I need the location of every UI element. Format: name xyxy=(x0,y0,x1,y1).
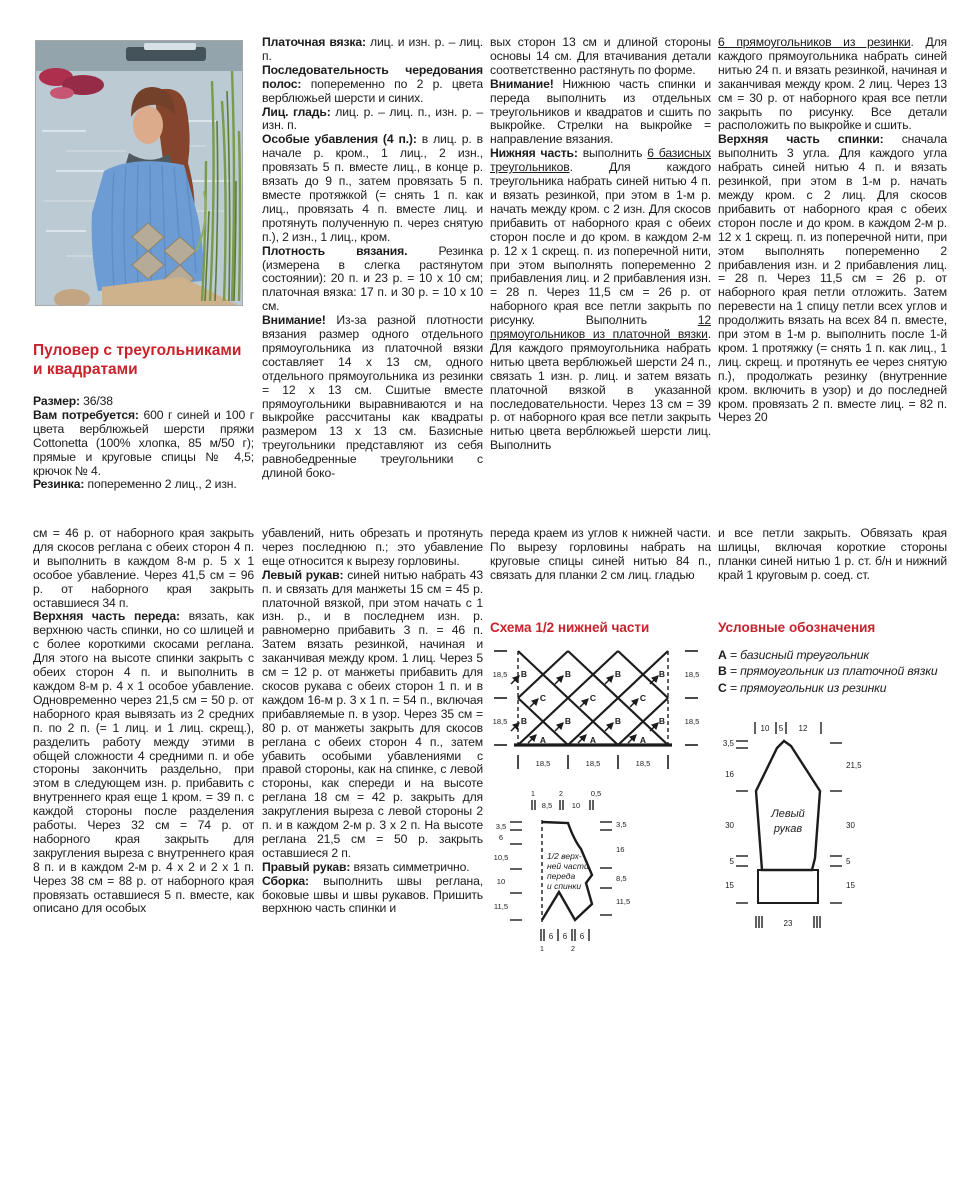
upper-piece-diagram xyxy=(490,783,695,975)
svg-text:A: A xyxy=(589,734,597,745)
paragraph: B = прямоугольник из платочной вязки xyxy=(718,664,938,679)
svg-text:2: 2 xyxy=(571,945,575,953)
svg-text:A: A xyxy=(639,734,647,745)
svg-text:3,5: 3,5 xyxy=(722,739,734,749)
materials-info xyxy=(33,395,254,492)
column-3-intro xyxy=(490,527,711,583)
svg-text:0,5: 0,5 xyxy=(590,788,602,798)
column-1-bottom xyxy=(33,527,254,916)
svg-text:C: C xyxy=(539,692,547,703)
paragraph: Внимание! Нижнюю часть спинки и переда выполнить из отдельных треугольников и квадратов и сшить по выкройке. Стрелки на выкройке = направление вязания. xyxy=(490,76,711,147)
paragraph: Правый рукав: вязать симметрично. xyxy=(262,859,470,874)
paragraph: Левый рукав: синей нитью набрать 43 п. и связать для манжеты 15 см = 45 р. платочной вязкой, при этом начать с 1 изн. р., и в последнем изн. р. равномерно прибавить 3 п. = 46 п. Затем вязать резинкой, начиная и заканчивая между кром. 1 лиц. Через 5 см = 12 р. от манжеты прибавить для скосов рукава с обеих сторон 1 п. и в каждом 16-м р. 3 х 1 п. = 54 п., включая прибавляемые п. в узор. Через 35 см = 80 р. от манжеты закрыть для скосов реглана с обеих сторон 4 п., затем убавить особыми убавлениями с правой стороны, как на спинке, с левой стороны, как спереди и на высоте реглана 18 см = 42 р. закрыть для закругления выреза с левой стороны 2 п. и в каждом 2-м р. 3 х 2 п. На высоте реглана 21,5 см = 50 р. закрыть оставшиеся 2 п. xyxy=(262,567,484,860)
lattice-scheme-diagram xyxy=(490,643,702,777)
paragraph: Вам потребуется: 600 г синей и 100 г цвета верблюжьей шерсти пряжи Cottonetta (100% хлопка, 85 м/50 г); прямые и круговые спицы № 4,5; крючок № 4. xyxy=(33,407,254,478)
paragraph: Плотность вязания. Резинка (измерена в слегка растянутом состоянии): 20 п. и 23 р. = 10 х 10 см; платочная вязка: 17 п. и 30 р. = 10 х 10 см. xyxy=(262,243,483,314)
svg-text:1: 1 xyxy=(531,790,535,798)
svg-text:B: B xyxy=(614,668,622,679)
lattice-cell-letters xyxy=(521,669,665,745)
svg-text:21,5: 21,5 xyxy=(846,761,862,771)
svg-text:23: 23 xyxy=(783,919,793,929)
svg-text:18,5: 18,5 xyxy=(535,758,551,768)
paragraph: и все петли закрыть. Обвязать края шлицы, включая короткие стороны планки синей нитью 1 р. ст. б/н и нижний край 1 круговым р. соед. ст. xyxy=(718,526,947,582)
svg-text:2: 2 xyxy=(559,790,563,798)
column-4-bottom xyxy=(718,527,947,942)
paragraph: Верхняя часть спинки: сначала выполнить 3 угла. Для каждого угла набрать синей нитью 4 п. и вязать резинкой, при этом в 1-м р. начать между кром. с 2 лиц. Для скосов прибавить от наборного края с обеих сторон после и до кром. в каждом 2-м р. 12 х 1 скрещ. п. из поперечной нити, при этом выполнять попеременно 2 прибавления изн. и 2 прибавления лиц. = 28 п. Через 11,5 см = 26 р. от наборного края петли отложить. Затем перевести на 1 спицу петли всех углов и продолжить вязать на всех 84 п. вместе, при этом в 1-м р. выполнить после 1-й кром. 1 протяжку (= снять 1 п. как лиц., 1 лиц. скрещ. и протянуть ее через снятую п.), продолжать резинку (внутренние кром. включить в узор) и до последней кром. провязать 2 п. вместе лиц. = 82 п. Через 20 xyxy=(718,132,947,425)
svg-text:5: 5 xyxy=(778,724,784,734)
paragraph: Особые убавления (4 п.): в лиц. р. в начале р. кром., 1 лиц., 2 изн., провязать 5 п. вместе лиц., в конце р. вязать до 9 п., затем провязать 5 п. вместе протяжкой (= снять 1 п. как лиц., провязать 4 п. вместе лиц. и протянуть полученную п. через снятую п.), 2 изн., 1 лиц., кром. xyxy=(262,132,483,244)
column-2-top xyxy=(262,36,483,481)
column-3-bottom xyxy=(490,527,711,975)
legend-list xyxy=(718,647,947,697)
svg-text:3,5: 3,5 xyxy=(495,821,507,831)
svg-text:12: 12 xyxy=(798,724,808,734)
paragraph: вых сторон 13 см и длиной стороны основы 14 см. Для втачивания детали соответственно растянуть по форме. xyxy=(490,35,711,77)
svg-text:B: B xyxy=(520,715,528,726)
svg-text:5: 5 xyxy=(729,857,734,867)
svg-text:30: 30 xyxy=(725,821,734,831)
paragraph: 6 прямоугольников из резинки. Для каждого прямоугольника набрать синей нитью 24 п. и вязать резинкой, начиная и заканчивая между кром. 2 лиц. Через 13 см = 30 р. от наборного края все петли закрыть по рисунку. Все детали расположить по выкройке и сшить. xyxy=(718,35,947,133)
svg-text:15: 15 xyxy=(846,881,855,891)
svg-text:18,5: 18,5 xyxy=(492,716,508,726)
svg-text:11,5: 11,5 xyxy=(493,901,509,911)
svg-text:Левый: Левый xyxy=(771,808,805,821)
svg-text:15: 15 xyxy=(725,881,734,891)
column-4-top xyxy=(718,36,947,425)
svg-text:16: 16 xyxy=(616,844,625,854)
svg-text:A: A xyxy=(539,734,547,745)
column-2-bottom xyxy=(262,527,483,916)
svg-text:C: C xyxy=(639,692,647,703)
svg-text:8,5: 8,5 xyxy=(541,800,553,810)
scheme-title: Схема 1/2 нижней части xyxy=(490,619,650,635)
svg-text:6: 6 xyxy=(562,931,568,941)
svg-text:ней части: ней части xyxy=(547,860,589,871)
knit-direction-arrows xyxy=(511,676,658,743)
paragraph: Последовательность чередования полос: попеременно по 2 р. цвета верблюжьей шерсти и синих. xyxy=(262,62,483,105)
sleeve-diagram xyxy=(718,698,948,942)
column-3-top xyxy=(490,36,711,453)
paragraph: Резинка: попеременно 2 лиц., 2 изн. xyxy=(33,477,237,492)
svg-text:18,5: 18,5 xyxy=(684,669,700,679)
sleeve-cuff xyxy=(758,870,818,903)
sleeve-side-ticks xyxy=(736,741,842,903)
piece-inner-label xyxy=(547,851,589,891)
column-1-top xyxy=(33,40,254,492)
article-title: Пуловер с треугольниками и квадратами xyxy=(33,342,242,378)
pullover-photo xyxy=(35,40,243,306)
column-4-intro xyxy=(718,527,947,583)
svg-text:B: B xyxy=(564,668,572,679)
paragraph: Платочная вязка: лиц. и изн. р. – лиц. п. xyxy=(262,35,483,63)
paragraph: Верхняя часть переда: вязать, как верхнюю часть спинки, но со шлицей и с более короткими скосами реглана. Для этого на высоте спинки закрыть с обеих сторон 4 п. и выполнить в каждом 8-м р. 4 х 1 особое убавление. Одновременно через 21,5 см = 50 р. от наборного края вывязать из 2 средних п. по 2 п. (= 1 лиц. и 1 лиц. скрещ.), разделить работу между этими в общей сложности 4 средними п. и обе стороны закончить раздельно, при этом в следующем изн. р. прибавить с внутреннего края еще 1 кром. = 39 п. с каждой стороны после разделения работы. Через 32 см = 74 р. от наборного края закрыть для закругления выреза с внутреннего края 8 п. и в каждом 2-м р. 4 х 2 и 2 х 1 п. Через 38 см = 88 р. от наборного края провязать оставшиеся 5 п. вместе, как описано для особых xyxy=(33,609,254,916)
paragraph: C = прямоугольник из резинки xyxy=(718,680,887,695)
svg-text:5: 5 xyxy=(846,857,851,867)
paragraph: Размер: 36/38 xyxy=(33,394,113,408)
svg-text:10: 10 xyxy=(760,724,770,734)
svg-text:3,5: 3,5 xyxy=(616,819,627,829)
svg-text:B: B xyxy=(520,668,528,679)
legend-title: Условные обозначения xyxy=(718,619,876,635)
svg-text:18,5: 18,5 xyxy=(684,716,700,726)
svg-text:30: 30 xyxy=(846,821,855,831)
svg-text:6: 6 xyxy=(548,931,554,941)
svg-text:рукав: рукав xyxy=(773,823,803,836)
sleeve-body-outline xyxy=(756,741,820,870)
paragraph: A = базисный треугольник xyxy=(718,647,870,662)
svg-text:C: C xyxy=(589,692,597,703)
svg-text:10,5: 10,5 xyxy=(493,852,509,862)
svg-text:8,5: 8,5 xyxy=(616,873,627,883)
svg-text:и спинки: и спинки xyxy=(547,880,582,891)
svg-text:18,5: 18,5 xyxy=(585,758,601,768)
sleeve-inner-label xyxy=(770,808,805,835)
paragraph: Нижняя часть: выполнить 6 базисных треугольников. Для каждого треугольника набрать синей нитью 4 п. и вязать резинкой, при этом в 1-м р. начать между кром. с 2 изн. Для скосов прибавить от наборного края с обеих сторон после и до кром. в каждом 2-м р. 12 х 1 скрещ. п. из поперечной нити, при этом выполнять попеременно 2 прибавления лиц. и 2 прибавления изн. = 28 п. Через 11,5 см = 26 р. от наборного края все петли закрыть по рисунку. Выполнить 12 прямоугольников из платочной вязки. Для каждого прямоугольника набрать нитью цвета верблюжьей шерсти 24 п., связать 1 изн. р. лиц. и затем вязать платочной вязкой в указанной последовательности. Через 13 см = 39 р. от наборного края все петли закрыть нитью цвета верблюжьей шерсти лиц. Выполнить xyxy=(490,146,711,453)
svg-text:переда: переда xyxy=(547,870,576,881)
svg-text:B: B xyxy=(658,715,666,726)
paragraph: Внимание! Из-за разной плотности вязания размер одного отдельного прямоугольника из платочной вязки составляет 14 х 13 см, одного отдельного прямоугольника из резинки = 12 х 13 см. Сшитые вместе прямоугольники выравниваются и на выкройке рассчитаны как квадраты размером 13 х 13 см. Базисные треугольники представляют из себя равнобедренные треугольники с длиной боко- xyxy=(262,313,483,481)
svg-text:10: 10 xyxy=(496,876,506,886)
svg-text:1: 1 xyxy=(540,945,544,953)
svg-text:18,5: 18,5 xyxy=(635,758,651,768)
svg-text:B: B xyxy=(614,715,622,726)
svg-text:6: 6 xyxy=(579,931,585,941)
paragraph: убавлений, нить обрезать и протянуть через последнюю п.; это убавление еще относится к вырезу горловины. xyxy=(262,526,483,568)
svg-text:B: B xyxy=(564,715,572,726)
paragraph: Лиц. гладь: лиц. р. – лиц. п., изн. р. – изн. п. xyxy=(262,104,483,133)
paragraph: переда краем из углов к нижней части. По вырезу горловины набрать на круговые спицы синей нитью 84 п., связать для планки 2 см лиц. гладью xyxy=(490,526,711,582)
svg-text:10: 10 xyxy=(571,800,581,810)
svg-text:1/2 верх-: 1/2 верх- xyxy=(547,850,582,861)
svg-text:18,5: 18,5 xyxy=(492,669,508,679)
paragraph: см = 46 р. от наборного края закрыть для скосов реглана с обеих сторон 4 п. и выполнить в каждом 8-м р. 5 х 1 особое убавление. Через 41,5 см = 96 р. от наборного края закрыть оставшиеся 34 п. xyxy=(33,526,254,610)
svg-text:11,5: 11,5 xyxy=(616,896,631,906)
svg-text:16: 16 xyxy=(725,770,734,780)
svg-text:6: 6 xyxy=(498,832,504,842)
svg-text:B: B xyxy=(658,668,666,679)
paragraph: Сборка: выполнить швы реглана, боковые швы и швы рукавов. Пришить верхнюю часть спинки и xyxy=(262,873,483,916)
